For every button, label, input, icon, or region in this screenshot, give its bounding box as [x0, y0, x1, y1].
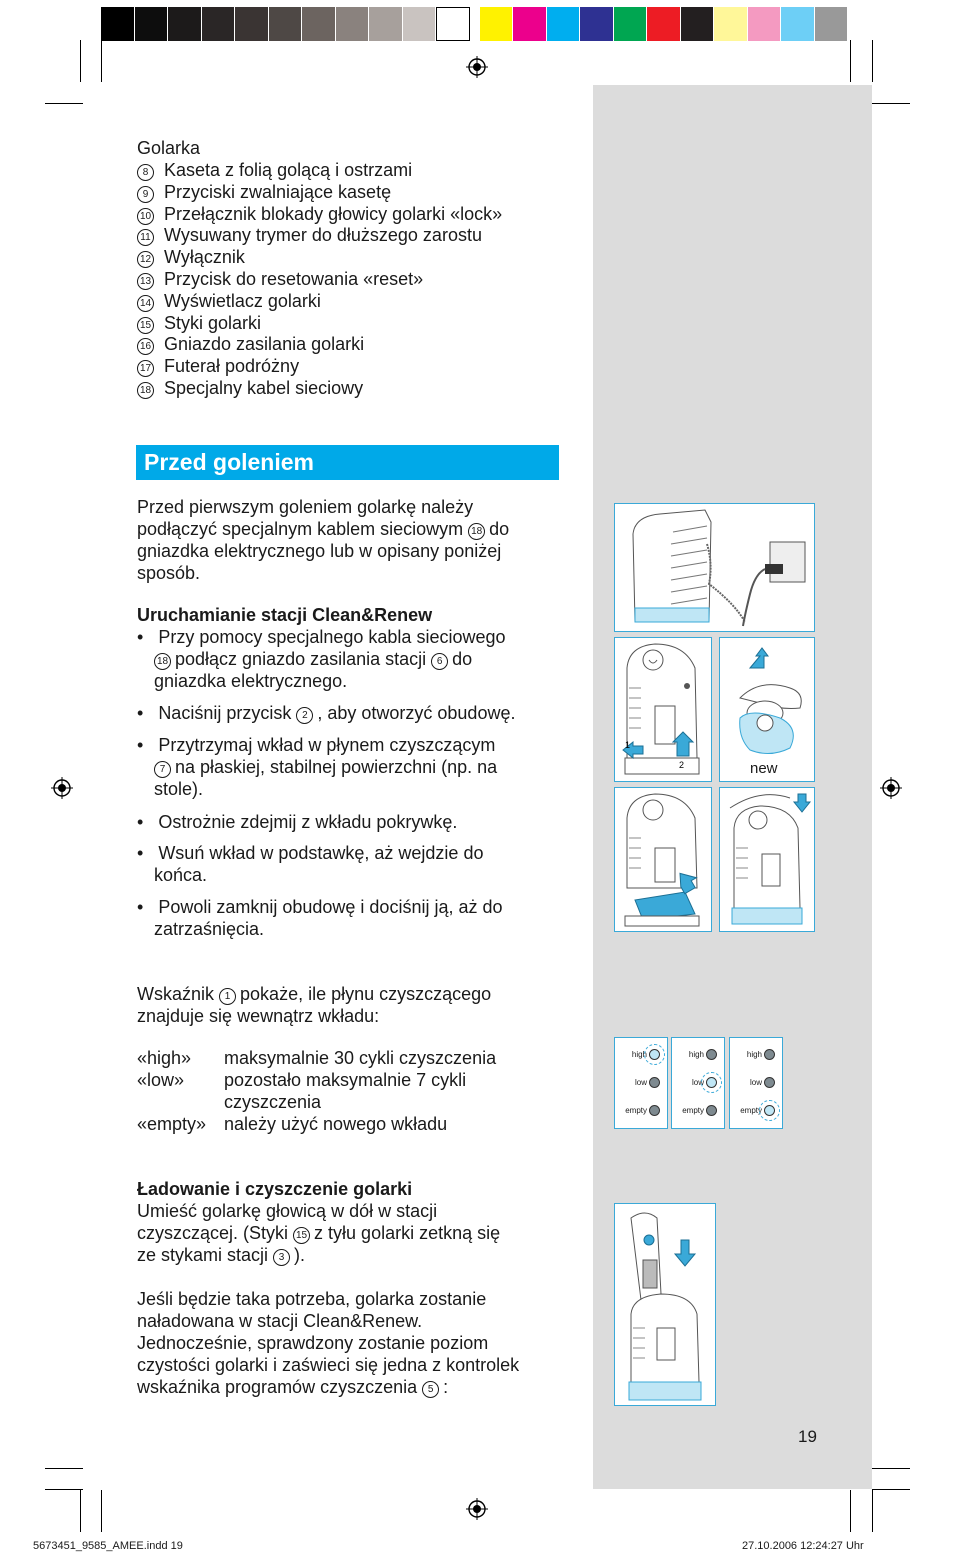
ref-number: 12 — [137, 251, 154, 268]
indicator-level-desc: maksymalnie 30 cykli czyszczenia — [224, 1048, 497, 1068]
color-swatch — [101, 7, 135, 41]
component-label: Wysuwany trymer do dłuższego zarostu — [164, 225, 482, 246]
component-item — [137, 203, 502, 225]
color-swatch — [269, 7, 303, 41]
footer-file: 5673451_9585_AMEE.indd 19 — [33, 1540, 183, 1552]
color-swatch — [815, 7, 849, 41]
crop-mark — [101, 1490, 102, 1532]
indicator-panel — [671, 1037, 725, 1129]
indicator-panel — [614, 1037, 668, 1129]
figure-close-housing — [719, 787, 815, 932]
registration-mark-icon — [880, 777, 902, 799]
ref-number: 18 — [154, 653, 171, 670]
component-item — [137, 312, 261, 334]
ref-number: 6 — [431, 653, 448, 670]
color-swatch — [135, 7, 169, 41]
component-item — [137, 333, 364, 355]
indicator-label: high — [746, 1050, 762, 1059]
component-label: Przycisk do resetowania «reset» — [164, 269, 424, 289]
intro-paragraph: Przed pierwszym goleniem golarkę należy podłączyć specjalnym kablem sieciowym 18 do gniazdka elektrycznego lub w opisany poniżej sposób. — [137, 497, 510, 583]
ref-number: 9 — [137, 186, 154, 203]
component-label: Przełącznik blokady głowicy golarki «lock» — [164, 203, 503, 224]
color-bar-gap — [470, 7, 480, 41]
component-label: Wyłącznik — [164, 247, 245, 268]
crop-mark — [872, 1489, 910, 1490]
indicator-paragraph: Wskaźnik 1 pokaże, ile płynu czyszczącego znajduje się wewnątrz wkładu: — [137, 984, 492, 1026]
ref-number: 16 — [137, 338, 154, 355]
glow-burst-icon — [701, 1072, 722, 1093]
ref-number: 15 — [137, 317, 154, 334]
color-swatch — [403, 7, 437, 41]
bullet-item: • Przy pomocy specjalnego kabla sieciowego 18 podłącz gniazdo zasilania stacji 6 do gniazdka elektrycznego. — [137, 627, 506, 691]
ref-number: 8 — [137, 164, 154, 181]
registration-mark-icon — [466, 56, 488, 78]
color-swatch — [202, 7, 236, 41]
figure-remove-cap — [719, 637, 815, 782]
bullet-item: • Ostrożnie zdejmij z wkładu pokrywkę. — [137, 812, 458, 832]
ref-number: 10 — [137, 208, 154, 225]
component-item — [137, 224, 482, 246]
glow-burst-icon — [644, 1044, 665, 1065]
color-swatch — [480, 7, 514, 41]
ref-number: 1 — [219, 988, 236, 1005]
components-heading: Golarka — [137, 138, 201, 158]
ref-number: 3 — [273, 1249, 290, 1266]
ref-number: 5 — [422, 1381, 439, 1398]
color-swatch — [302, 7, 336, 41]
component-item — [137, 159, 412, 181]
indicator-label: high — [631, 1050, 647, 1059]
color-swatch — [168, 7, 202, 41]
indicator-light-icon — [706, 1049, 717, 1060]
registration-mark-icon — [51, 777, 73, 799]
color-swatch — [781, 7, 815, 41]
color-swatch — [681, 7, 715, 41]
component-item — [137, 377, 363, 399]
color-swatch — [513, 7, 547, 41]
component-label: Gniazdo zasilania golarki — [164, 334, 365, 355]
component-label: Styki golarki — [164, 312, 262, 333]
component-item — [137, 246, 245, 268]
indicator-light-icon — [764, 1049, 775, 1060]
component-label: Futerał podróżny — [164, 356, 300, 377]
crop-mark — [872, 1468, 910, 1469]
figure-station-plug — [614, 503, 815, 632]
indicator-level-desc: należy użyć nowego wkładu — [224, 1114, 448, 1134]
color-swatch — [647, 7, 681, 41]
indicator-panel — [729, 1037, 783, 1129]
indicator-label: empty — [740, 1106, 762, 1115]
component-item — [137, 290, 321, 312]
indicator-light-icon — [649, 1105, 660, 1116]
indicator-label: low — [691, 1078, 704, 1087]
component-item — [137, 355, 299, 377]
new-label: new — [750, 760, 778, 777]
figure-insert-cartridge — [614, 787, 712, 932]
indicator-label: empty — [625, 1106, 647, 1115]
crop-mark — [80, 1490, 81, 1532]
bullet-item: • Naciśnij przycisk 2 , aby otworzyć obudowę. — [137, 703, 516, 723]
footer-date: 27.10.2006 12:24:27 Uhr — [742, 1540, 864, 1552]
ref-number: 18 — [468, 523, 485, 540]
bullet-item: • Powoli zamknij obudowę i dociśnij ją, aż do zatrzaśnięcia. — [137, 897, 503, 939]
crop-mark — [45, 1489, 83, 1490]
svg-text:2: 2 — [679, 760, 685, 770]
color-swatch — [614, 7, 648, 41]
ref-number: 17 — [137, 360, 154, 377]
color-swatch — [436, 7, 470, 41]
indicator-label: empty — [682, 1106, 704, 1115]
crop-mark — [45, 1468, 83, 1469]
crop-mark — [101, 40, 102, 82]
color-swatch — [547, 7, 581, 41]
bullet-item: • Wsuń wkład w podstawkę, aż wejdzie do końca. — [137, 843, 484, 885]
crop-mark — [850, 40, 851, 82]
section-header — [136, 445, 559, 480]
color-calibration-bar — [101, 7, 848, 41]
color-swatch — [748, 7, 782, 41]
charging-paragraph: Ładowanie i czyszczenie golarki Umieść golarkę głowicą w dół w stacji czyszczącej. (Styki 15 z tyłu golarki zetkną się ze stykami stacji 3 ). Jeśli będzie taka potrzeba, golarka zostanie naładowana w stacji Clean&Renew. Jednocześnie, sprawdzony zostanie poziom czystości golarki i zaświeci się jedna z kontrolek wskaźnika programów czyszczenia 5 : — [137, 1178, 577, 1398]
indicator-label: low — [634, 1078, 647, 1087]
color-swatch — [336, 7, 370, 41]
glow-burst-icon — [759, 1100, 780, 1121]
indicator-light-icon — [649, 1077, 660, 1088]
indicator-level-desc: pozostało maksymalnie 7 cykli — [224, 1070, 467, 1090]
indicator-level-label: «high» — [137, 1048, 192, 1068]
color-swatch — [714, 7, 748, 41]
bullet-item: • Przytrzymaj wkład w płynem czyszczącym 7 na płaskiej, stabilnej powierzchni (np. na stole). — [137, 735, 498, 799]
indicator-level-desc: czyszczenia — [224, 1092, 322, 1112]
section-title: Przed goleniem — [144, 449, 314, 475]
indicator-light-icon — [706, 1105, 717, 1116]
svg-text:1: 1 — [625, 740, 631, 750]
ref-number: 11 — [137, 229, 154, 246]
color-swatch — [369, 7, 403, 41]
page-number: 19 — [798, 1427, 817, 1446]
indicator-light-icon — [764, 1077, 775, 1088]
indicator-level-label: «empty» — [137, 1114, 207, 1134]
indicator-label: low — [749, 1078, 762, 1087]
crop-mark — [872, 1490, 873, 1532]
crop-mark — [872, 40, 873, 82]
indicator-label: high — [688, 1050, 704, 1059]
ref-number: 2 — [296, 707, 313, 724]
ref-number: 13 — [137, 273, 154, 290]
component-label: Kaseta z folią golącą i ostrzami — [164, 160, 413, 180]
component-label: Wyświetlacz golarki — [164, 290, 321, 311]
figure-open-station — [614, 637, 712, 782]
startup-heading: Uruchamianie stacji Clean&Renew — [137, 605, 433, 625]
ref-number: 15 — [293, 1227, 310, 1244]
component-item — [137, 268, 423, 290]
ref-number: 7 — [154, 761, 171, 778]
indicator-level-label: «low» — [137, 1070, 185, 1090]
charging-heading: Ładowanie i czyszczenie golarki — [137, 1179, 413, 1199]
ref-number: 18 — [137, 382, 154, 399]
ref-number: 14 — [137, 295, 154, 312]
crop-mark — [850, 1490, 851, 1532]
component-item — [137, 181, 391, 203]
crop-mark — [80, 40, 81, 82]
color-swatch — [235, 7, 269, 41]
color-swatch — [580, 7, 614, 41]
component-label: Specjalny kabel sieciowy — [164, 378, 364, 398]
component-label: Przyciski zwalniające kasetę — [164, 181, 392, 202]
figure-shaver-in-station — [614, 1203, 716, 1406]
registration-mark-icon — [466, 1498, 488, 1520]
crop-mark — [872, 103, 910, 104]
crop-mark — [45, 103, 83, 104]
